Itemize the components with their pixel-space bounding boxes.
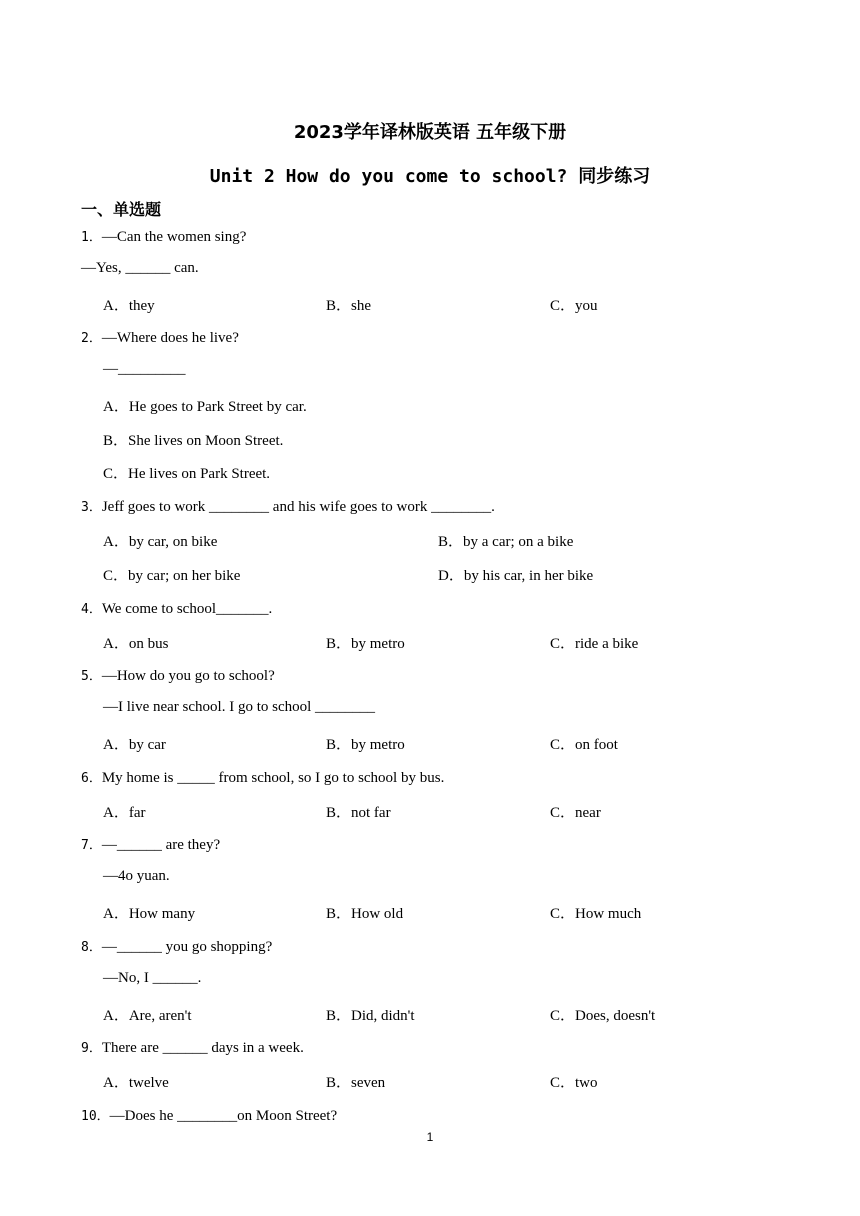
question-number: 4． [81,602,102,617]
option-c[interactable]: C．two [550,1075,598,1091]
question-1-answer-line: —Yes, ______ can. [81,260,199,276]
question-4 [81,598,272,618]
option-b[interactable]: B．by metro [326,636,405,652]
question-7 [81,834,220,854]
question-6 [81,767,444,787]
option-c[interactable]: C．on foot [550,737,618,753]
option-b[interactable]: B．by metro [326,737,405,753]
section-heading: 一、单选题 [81,200,162,219]
option-a[interactable]: A．He goes to Park Street by car. [103,399,307,415]
question-5-answer-line: —I live near school. I go to school ________ [103,699,376,715]
question-2-answer-line: —_________ [103,361,186,377]
question-text: —______ are they? [101,837,221,853]
option-a[interactable]: A．on bus [103,636,169,652]
question-number: 1． [81,230,102,245]
option-b[interactable]: B．not far [326,805,391,821]
question-text: —Where does he live? [101,330,239,346]
option-c[interactable]: C．How much [550,906,642,922]
question-text: —Can the women sing? [101,229,247,245]
page-subtitle: Unit 2 How do you come to school? 同步练习 [209,166,651,187]
question-number: 7． [81,838,102,853]
question-number: 6． [81,771,102,786]
question-number: 3． [81,500,102,515]
question-number: 5． [81,669,102,684]
question-number: 2． [81,331,102,346]
question-8 [81,936,272,956]
question-number: 10． [81,1109,110,1124]
question-text: Jeff goes to work ________ and his wife goes to work ________. [101,499,495,515]
option-a[interactable]: A．far [103,805,146,821]
option-c[interactable]: C．Does, doesn't [550,1008,656,1024]
question-text: We come to school_______. [101,601,273,617]
page-title: 2023学年译林版英语 五年级下册 [293,122,567,143]
option-b[interactable]: B．Did, didn't [326,1008,415,1024]
option-c[interactable]: C．by car; on her bike [103,568,241,584]
question-text: My home is _____ from school, so I go to school by bus. [101,770,445,786]
option-b[interactable]: B．How old [326,906,404,922]
option-b[interactable]: B．seven [326,1075,386,1091]
option-a[interactable]: A．they [103,298,155,314]
question-5 [81,665,275,685]
question-10 [81,1105,337,1125]
question-text: There are ______ days in a week. [101,1040,304,1056]
question-8-answer-line: —No, I ______. [103,970,202,986]
question-9 [81,1037,304,1057]
question-1 [81,226,246,246]
option-a[interactable]: A．Are, aren't [103,1008,192,1024]
question-text: —Does he ________on Moon Street? [109,1108,338,1124]
question-text: —______ you go shopping? [101,939,273,955]
question-3 [81,496,495,516]
option-c[interactable]: C．near [550,805,601,821]
question-7-answer-line: —4o yuan. [103,868,170,884]
question-2 [81,327,239,347]
option-b[interactable]: B．by a car; on a bike [438,534,574,550]
question-number: 8． [81,940,102,955]
option-b[interactable]: B．she [326,298,372,314]
option-c[interactable]: C．ride a bike [550,636,639,652]
page-number: 1 [426,1130,434,1144]
option-a[interactable]: A．twelve [103,1075,169,1091]
option-b[interactable]: B．She lives on Moon Street. [103,433,284,449]
question-text: —How do you go to school? [101,668,275,684]
option-c[interactable]: C．you [550,298,598,314]
option-a[interactable]: A．by car, on bike [103,534,218,550]
option-a[interactable]: A．by car [103,737,166,753]
question-number: 9． [81,1041,102,1056]
option-c[interactable]: C．He lives on Park Street. [103,466,271,482]
option-d[interactable]: D．by his car, in her bike [438,568,594,584]
option-a[interactable]: A．How many [103,906,196,922]
